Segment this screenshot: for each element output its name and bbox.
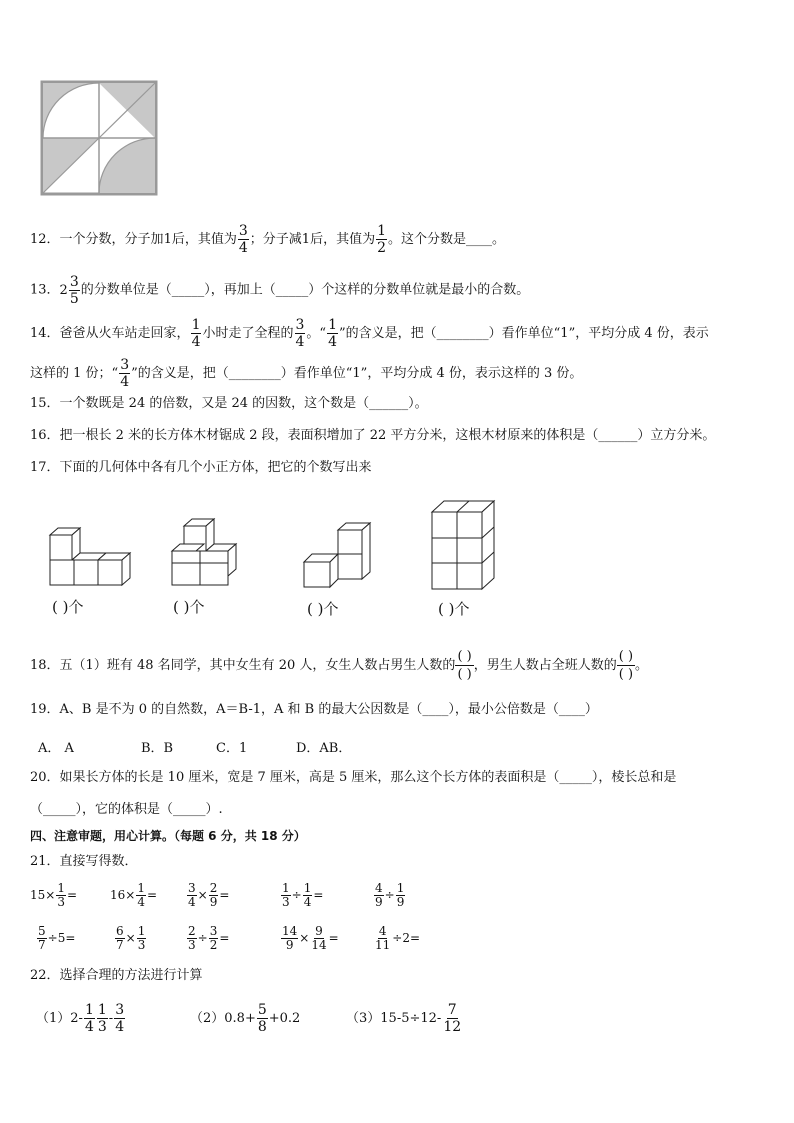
question-13 [30,274,529,307]
cube-figure-2 [168,516,252,588]
square-pattern-figure [40,80,158,196]
question-12: 12．一个分数，分子加1后，其值为 $\frac{3}{4}$ ；分子减1后，其值为 $\frac{1}{2}$ 。这个分数是____。 [30,223,506,256]
question-21: 21．直接写得数． [30,854,138,869]
calc-item: $\frac{4}{9}$ ÷ $\frac{1}{9}$ [375,881,405,909]
question-14-line1: 14．爸爸从火车站走回家， $\frac{1}{4}$ 小时走了全程的 $\frac{3}{4}$ 。“ $\frac{1}{4}$ ”的含义是，把（________）看作单位“1”，平均分成 4 份，表示 [30,317,709,350]
q19-option-c[interactable]: C．1 [216,741,248,756]
cube-answer-2: ( )个 [173,598,205,616]
q19-option-d[interactable]: D．AB． [296,741,352,756]
fraction: $\frac{3}{4}$ [120,357,130,390]
cube-figure-4 [428,498,508,592]
calc-item: $\frac{5}{7}$ ÷5= [38,924,76,952]
fraction: $\frac{1}{4}$ [328,317,337,350]
question-22: 22．选择合理的方法进行计算 [30,968,203,983]
answer-fraction-blank[interactable]: $\frac{( )}{( )}$ [457,649,472,682]
answer-fraction-blank[interactable]: $\frac{( )}{( )}$ [618,649,634,682]
mixed-number: 2 $\frac{3}{5}$ [59,274,79,307]
q12-text: 一个分数，分子加 [59,232,164,247]
question-16: 16．把一根长 2 米的长方体木材锯成 2 段，表面积增加了 22 平方分米，这根木材原来的体积是（______）立方分米。 [30,428,716,443]
q13-text: 的分数单位是（_____），再加上（_____）个这样的分数单位就是最小的合数。 [80,282,530,298]
question-15: 15．一个数既是 24 的倍数，又是 24 的因数，这个数是（______）。 [30,396,428,411]
q19-option-b[interactable]: B．B [141,741,174,756]
question-14-line2: 这样的 1 份；“ $\frac{3}{4}$ ”的含义是，把（________）看作单位“1”，平均分成 4 份，表示这样的 3 份。 [30,357,583,390]
cube-answer-1: ( )个 [52,598,84,616]
cube-answer-4: ( )个 [438,600,470,618]
calc-item: $\frac{3}{4}$ × $\frac{2}{9}$ = [188,881,230,909]
fraction: $\frac{1}{4}$ [191,317,201,350]
q13-number: 13． [30,282,60,298]
calc-item: $\frac{1}{3}$ ÷ $\frac{1}{4}$ = [282,881,324,909]
q22-item-3: （3）15-5÷12- $\frac{7}{12}$ [346,1002,462,1035]
question-20-line2: （_____），它的体积是（_____）. [30,802,223,817]
calc-item: $\frac{6}{7}$ × $\frac{1}{3}$ [116,924,146,952]
calc-item: $\frac{14}{9}$ × $\frac{9}{14}$ = [282,924,339,952]
question-20-line1: 20．如果长方体的长是 10 厘米，宽是 7 厘米，高是 5 厘米，那么这个长方体的表面积是（_____），棱长总和是 [30,770,677,785]
question-19: 19．A、B 是不为 0 的自然数，A＝B-1，A 和 B 的最大公因数是（____），最小公倍数是（____） [30,702,598,717]
section-4-heading: 四、注意审题，用心计算。（每题 6 分，共 18 分） [30,829,306,843]
calc-item: $\frac{2}{3}$ ÷ $\frac{3}{2}$ = [188,924,230,952]
fraction: $\frac{1}{2}$ [377,223,387,256]
calc-item: $\frac{4}{11}$ ÷2= [375,924,421,952]
fraction: $\frac{3}{4}$ [238,223,248,256]
calc-item: 16× $\frac{1}{4}$ = [110,881,158,909]
cube-figure-1 [44,520,144,588]
calc-item: 15× $\frac{1}{3}$ = [30,881,78,909]
cube-answer-3: ( )个 [307,600,339,618]
q12-number: 12． [30,232,60,247]
q19-option-a[interactable]: A． A [38,741,74,756]
cube-figure-3 [300,520,380,590]
q22-item-2: （2）0.8+ $\frac{5}{8}$ +0.2 [190,1002,301,1035]
q22-item-1: （1）2- $\frac{1}{4}$ $\frac{1}{3}$ - $\frac{3}{4}$ [36,1002,125,1035]
question-18: 18．五（1）班有 48 名同学，其中女生有 20 人，女生人数占男生人数的 $\frac{( )}{( )}$ ，男生人数占全班人数的 $\frac{( )}{( )}$ 。 [30,649,649,682]
fraction: $\frac{3}{4}$ [295,317,305,350]
question-17: 17．下面的几何体中各有几个小正方体，把它的个数写出来 [30,460,372,475]
